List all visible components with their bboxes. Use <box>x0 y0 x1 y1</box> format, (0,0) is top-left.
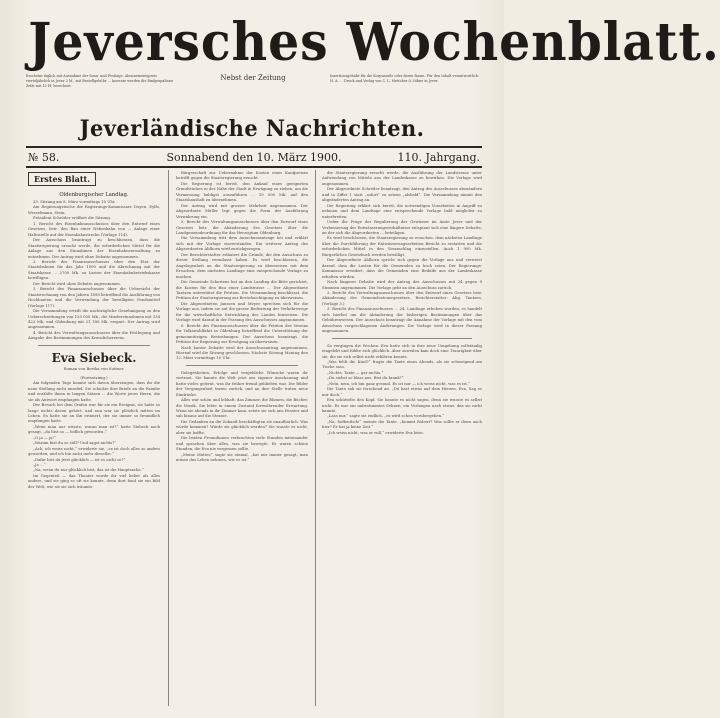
story-paragraph: „Nichts, Tante — gar nichts.“ <box>327 369 384 375</box>
article-paragraph: Die Versammlung erteilt die nachträgliche Genehmigung zu den Ueberschreitungen von 155 000 Mk., die Mindereinnahmen mit 334 422 Mk. und Oldenburg mit 21 188 Mk. erspart. Der Antrag wird angenommen. <box>28 308 160 330</box>
serial-story-title: Eva Siebeck. <box>51 350 137 365</box>
second-title: Jeverländische Nachrichten. <box>79 116 425 142</box>
volume-year: 110. Jahrgang. <box>397 151 480 164</box>
story-paragraph: „Wenn man nur wüsste, woran man ist?“ hatte Siebeck noch gesagt, „du bist so — höflich geworden.“ <box>28 423 160 435</box>
article-paragraph: Der Abgeordnete Ahlhorn spricht sich gegen die Vorlage aus und verweist darauf, dass die Lasten für die Gemeinden zu hoch seien. Der Regierungs-Kommissar erwidert, dass die Gemeinden eine Beihilfe aus der Landeskasse erhalten würden. <box>322 257 482 279</box>
publication-info-right: Insertionsgebühr für die Korpuszeile oder deren Raum. Für den Inhalt verantwortlich: H. A. ... Druck und Verlag von C. L. Mettcker & Söhne in Jever. <box>330 74 479 83</box>
section-divider <box>186 365 298 366</box>
section-divider <box>332 338 472 339</box>
article-paragraph: 25. Sitzung am 8. März vormittags 10 Uhr. <box>33 199 116 204</box>
article-paragraph: Der Bericht wird ohne Debatte angenommen. <box>33 280 121 286</box>
article-paragraph: 6. Bericht des Finanzausschusses über die Petition des Vereins für Volkswohlfahrt in Oldenburg betreffend die Unterstützung der gemeinnützigen Bestrebungen. Der Ausschuss beantragt, die Petition der Regierung zur Erwägung zu überweisen. <box>176 322 308 345</box>
issue-number: № 58. <box>28 151 60 164</box>
column-divider <box>315 170 316 706</box>
article-paragraph: Der Ausschuss beantragt zu beschliessen, dass die Staatsregierung ersucht werde, die erforderlichen Mittel für die Anlage aus den Einnahmen der Eisenbahnverwaltung zu entnehmen. Der Antrag wird ohne Debatte angenommen. <box>28 237 160 259</box>
article-paragraph: Es wird beschlossen, die Staatsregierung zu ersuchen, dem nächsten Landtage über die Durchführung der Entwässerungsarbeiten Bericht zu erstatten und die erforderlichen Mittel in den Voranschlag einzustellen. Auch 1 900 Mk. Bürgerliches Gesetzbuch werden bewilligt. <box>322 235 482 257</box>
story-paragraph: „Was fehlt dir, Kind?“ fragte die Tante eines Abends, als sie schweigend am Tische sass. <box>322 358 482 370</box>
article-paragraph: 4. Bericht des Verwaltungsausschusses über die Festlegung und Ausgabe der Bestimmungen des Kreisdichereiens. <box>28 329 160 341</box>
section-divider <box>38 345 150 346</box>
dateline <box>28 151 480 165</box>
story-paragraph: „Ich weiss nicht, was er will,“ erwiderte Eva leise. <box>327 429 424 435</box>
story-paragraph: „Ach, ich weiss nicht,“ erwiderte sie, „es ist doch alles so anders geworden, und ich bin nicht mehr dieselbe.“ <box>28 445 160 457</box>
column-divider <box>168 170 169 706</box>
publication-info-left: Erscheint täglich mit Ausnahme der Sonn- und Festtage. Abonnementspreis vierteljährlich in Jever 2 M., mit Bestellgebühr ... Inserate werden die fünfgespaltene Zeile mit 15 Pf. berechnet. <box>26 74 174 88</box>
article-paragraph: Ueber die Frage der Regulierung der Gewässer im Amte Jever und der Verbesserung der Entwässerungsverhältnisse entspinnt sich eine längere Debatte, an der sich die Abgeordneten ... beteiligen. <box>322 219 482 235</box>
story-paragraph: Die Tante sah sie forschend an. „Du hast etwas auf dem Herzen, Eva. Sag es mir doch.“ <box>322 386 482 397</box>
article-paragraph: Der Berichterstatter erläutert die Gründe, die den Ausschuss zu dieser Stellung veranlasst haben. Es wird beschlossen, die Angelegenheit an die Staatsregierung zu überweisen mit dem Ersuchen, dem nächsten Landtage eine entsprechende Vorlage zu machen. <box>176 251 308 279</box>
story-paragraph: „Dafür bist du jetzt glücklich — ist es nicht so?“ <box>33 456 126 462</box>
masthead-title: Jeversches Wochenblatt. <box>28 12 720 73</box>
column-3 <box>322 170 482 706</box>
article-paragraph: Nach längerer Debatte wird der Antrag des Ausschusses mit 24 gegen 9 Stimmen angenommen. Die Vorlage geht an den Ausschuss zurück. <box>322 279 482 290</box>
story-paragraph: „Nein, nein, ich bin ganz gesund. Es ist nur — ich weiss nicht, was es ist.“ <box>327 380 471 386</box>
article-paragraph: Nach kurzer Debatte wird der Ausschussantrag angenommen. Hierauf wird die Sitzung geschlossen. Nächste Sitzung Montag den 12. März vormittags 10 Uhr. <box>176 344 308 361</box>
article-paragraph: Bürgerschaft zur Uebernahme der Kosten eines Kaufpreises betrifft gegen die Staatsregierung ersucht. <box>176 170 308 181</box>
dateline-bottom-rule <box>26 166 482 168</box>
story-paragraph: „Na, wenn du nur glücklich bist, das ist die Hauptsache.“ <box>33 467 144 473</box>
article-paragraph: 3. Bericht des Finanzausschusses über die Uebersicht der Staatsrechnung von den Jahren 1898 betreffend die Ausführung von Hochbauten und die Verwendung der bewilligten Fondsmittel (Vorlage 117). <box>28 286 161 308</box>
story-paragraph: So vergingen die Wochen. Eva hatte sich in ihre neue Umgebung vollständig eingelebt und fühlte sich glücklich. Aber zuweilen kam doch eine Traurigkeit über sie, die sie sich selbst nicht erklären konnte. <box>322 342 482 359</box>
column-2 <box>176 170 308 706</box>
article-paragraph: Präsident Schröder eröffnet die Sitzung. <box>33 215 112 221</box>
story-paragraph: „Na, hoffentlich!“ meinte die Tante. „Kommt Robert? Was sollte er denn auch hier? Er hat ja keine Zeit.“ <box>322 418 482 430</box>
section-box-title: Erstes Blatt. <box>28 172 96 186</box>
article-paragraph: Die Regierung erklärt sich bereit, die notwendigen Vorarbeiten in Angriff zu nehmen und dem Landtage eine entsprechende Vorlage bald möglichst zu unterbreiten. <box>322 202 482 219</box>
story-paragraph: Der Besuch bei dem Grafen war für sie ein Ereignis, sie hatte so lange nichts davon gehört, und nun war sie plötzlich mitten im Leben. Es hatte sie an ihn erinnert, der sie immer so freundlich empfangen hatte. <box>28 402 160 424</box>
story-paragraph: „Lass nur,“ sagte sie endlich, „es wird schon vorübergehen.“ <box>327 413 445 419</box>
article-paragraph: 2. Bericht des Finanzausschusses über den Etat der Staatsbahnen für das Jahr 1900 und die Abrechnung mit der Staatskasse ... 2700 Mk. zu Lasten der Eisenbahnbetriebskasse bewilligen. <box>28 258 160 281</box>
story-paragraph: „Ja ...“ <box>33 462 46 468</box>
article-paragraph: Die Versammlung tritt dem Ausschussantrage bei und erklärt sich mit der Vorlage einverstanden. Ein weiterer Antrag des Abgeordneten Ahlhorn wird zurückgezogen. <box>176 235 308 252</box>
article-paragraph: 1. Bericht des Eisenbahnausschusses über den Entwurf eines Gesetzes, betr. den Bau einer Nebenbahn von ... Anlage einer Haltestelle auf der Eisenbahnstrecke (Vorlage 114). <box>28 220 160 237</box>
section-heading: Oldenburgischer Landtag. <box>59 192 129 198</box>
article-paragraph: Der Antrag wird mit grosser Mehrheit angenommen. Der Abgeordnete Müller legt gegen die Form der Ausführung Verwahrung ein. <box>176 202 308 219</box>
column-1 <box>28 170 160 706</box>
story-paragraph: „Du siehst so blass aus. Bist du krank?“ <box>327 375 404 381</box>
article-paragraph: Die Regierung ist bereit, den Ankauf eines geeigneten Grundstückes in der Nähe der Stadt in Erwägung zu ziehen, um die Vermessung baldigst auszuführen ... 19 000 Mk. auf den Staatshaushalt zu übernehmen. <box>176 180 308 203</box>
story-paragraph: Die beiden Freundinnen verbrachten viele Stunden miteinander und sprachen über alles, was sie bewegte. Es waren schöne Stunden, die Eva nie vergessen sollte. <box>176 435 308 452</box>
story-paragraph: Gelegenheiten, Erfolge und vergebliche Wünsche waren ihr vertraut. Sie kannte die Welt jetzt aus eigener Anschauung und hatte vieles gelernt, was ihr früher fremd geblieben war. Die Bilder der Vergangenheit traten zurück, und an ihre Stelle traten neue Eindrücke. <box>176 369 308 397</box>
story-paragraph: Im Gegenteil — das Theater wurde ihr viel lieber als alles andere, und sie ging so oft sie konnte, denn dort fand sie ein Bild der Welt, wie sie sie sich träumte. <box>28 472 160 489</box>
masthead-subtitle: Nebst der Zeitung <box>220 74 286 82</box>
article-paragraph: Die Gemeinde Schortens hat an den Landtag die Bitte gerichtet, die Kosten für den Bau einer Landstrasse ... Der Abgeordnete Tantzen unterstützt die Petition. Die Versammlung beschliesst, die Petition der Staatsregierung zur Berücksichtigung zu überweisen. <box>176 279 308 301</box>
story-paragraph: „O ja — ja!“ <box>33 434 56 440</box>
article-paragraph: 5. Bericht des Verwaltungsausschusses über den Entwurf eines Gesetzes betr. die Abänderung des Gesetzes über die Landgemeindeordnung für das Herzogtum Oldenburg. <box>176 219 308 235</box>
article-paragraph: Am Regierungstische die Regierungs-Kommissare Doyen, Eylfs, Wesselmann, Stein. <box>28 204 160 215</box>
story-paragraph: Alles war schön und lebhaft, das Zimmer, die Blumen, die Bücher, die Musik. Sie lebte in einem Zustand fortwährender Erwartung. Wenn sie abends in ihr Zimmer kam, setzte sie sich ans Fenster und sah hinaus auf die Strasse. <box>176 397 309 419</box>
serial-story-author: Roman von Bertha von Suttner. <box>63 365 125 371</box>
article-paragraph: Der Abgeordnete Schröder beantragt, den Antrag des Ausschusses abzuändern und in Ziffer 1 statt „sofort“ zu setzen „alsbald“. Die Versammlung nimmt den abgeänderten Antrag an. <box>322 186 482 203</box>
story-paragraph: (Fortsetzung.) <box>80 374 108 380</box>
story-paragraph: Am folgenden Tage konnte sich davon überzeugen, dass ihr die neue Stellung nicht missfiel. Sie schickte ihre Briefe an die Familie und erzählte ihnen in langen Sätzen ... die Worte jenes Herrn, die sie als Antwort empfangen hatte. <box>28 380 160 402</box>
article-paragraph: 3. Bericht des Finanzausschusses ... 24. Landtage erhoben worden; es handelt sich hierbei um die Abänderung der bisherigen Bestimmungen über das Gebührenwesen. Der Ausschuss beantragt die Annahme der Vorlage mit den vom Ausschuss vorgeschlagenen Änderungen. Die Vorlage wird in dieser Fassung angenommen. <box>322 306 482 334</box>
story-paragraph: Die Gedanken an die Zukunft beschäftigten sie unaufhörlich. Was würde kommen? Würde sie glücklich werden? Sie wusste es nicht, aber sie hoffte. <box>176 418 308 435</box>
article-paragraph: Die Abgeordneten Janssen und Meyer sprechen sich für die Vorlage aus, indem sie auf die grosse Bedeutung der Verkehrswege für die wirtschaftliche Entwicklung des Landes hinweisen. Die Vorlage wird darauf in der Fassung des Ausschusses angenommen. <box>176 300 308 323</box>
story-paragraph: Eva schüttelte den Kopf. Sie konnte es nicht sagen, denn sie wusste es selbst nicht. Es war ein unbestimmtes Sehnen, ein Verlangen nach etwas, das sie nicht kannte. <box>322 397 482 414</box>
article-paragraph: die Staatsregierung ersucht werde, die Ausführung der Landstrasse unter Aufwendung von Mitteln aus der Landeskasse zu bewirken. Die Vorlage wird angenommen. <box>322 170 482 186</box>
masthead-subhead <box>26 74 480 110</box>
dateline-top-rule <box>26 146 482 148</box>
article-paragraph: 2. Bericht des Verwaltungsausschusses über den Entwurf eines Gesetzes betr. Abänderung des Gemeindesteuergesetzes. Berichterstatter: Abg. Tantzen. (Vorlage 3.) <box>322 289 482 306</box>
issue-date: Sonnabend den 10. März 1900. <box>166 151 342 164</box>
story-paragraph: „Meine Mutter,“ sagte sie einmal, „hat mir immer gesagt, man müsse das Leben nehmen, wie es ist.“ <box>176 451 308 463</box>
story-paragraph: „Warum bist du so still? Und sagst nichts?“ <box>33 440 117 446</box>
